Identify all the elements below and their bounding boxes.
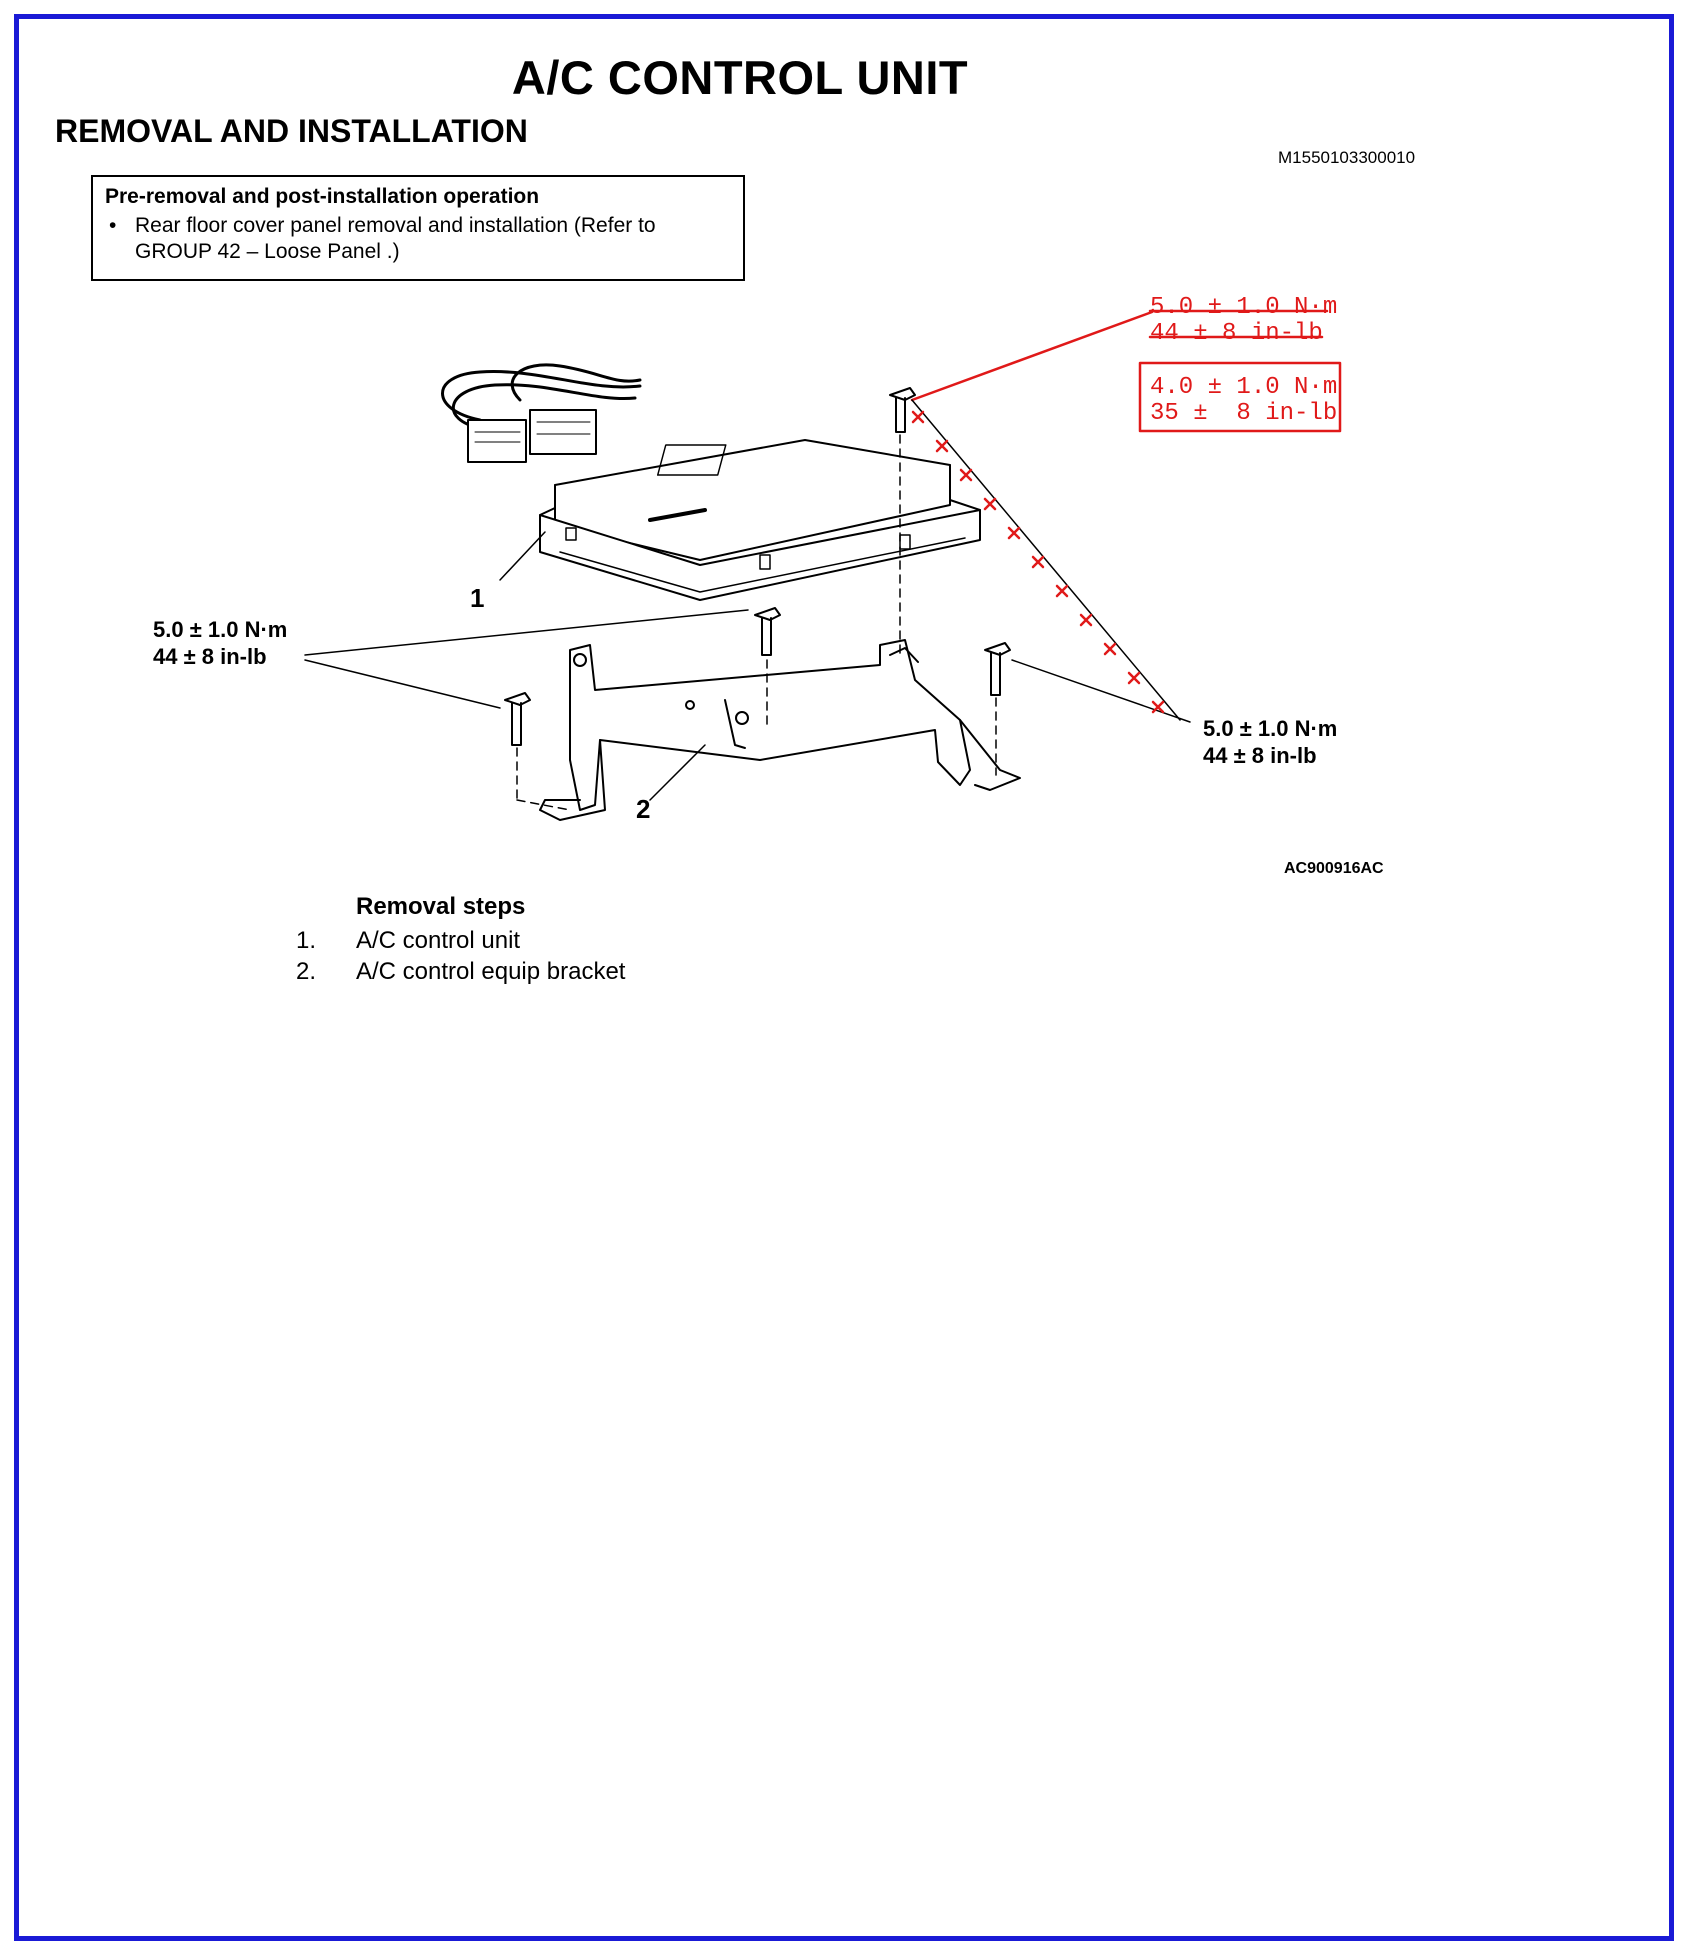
left-torque-nm: 5.0 ± 1.0 N·m: [153, 617, 288, 642]
step-label: A/C control equip bracket: [356, 958, 626, 985]
step-label: A/C control unit: [356, 927, 521, 954]
corrected-torque-nm: 4.0 ± 1.0 N·m: [1150, 374, 1338, 401]
right-torque-inlb: 44 ± 8 in-lb: [1203, 743, 1317, 768]
removal-steps: [296, 893, 625, 987]
section-title: REMOVAL AND INSTALLATION: [55, 113, 528, 149]
figure-id: AC900916AC: [1284, 860, 1384, 877]
left-torque-inlb: 44 ± 8 in-lb: [153, 644, 267, 669]
callout-2: 2: [636, 794, 651, 824]
bracket-drawing: [540, 640, 1020, 820]
struck-torque-nm: 5.0 ± 1.0 N·m: [1150, 294, 1338, 321]
page-title: A/C CONTROL UNIT: [511, 51, 969, 104]
removal-step: [296, 925, 625, 956]
exploded-diagram: [0, 0, 1689, 900]
control-unit-drawing: [540, 440, 980, 600]
corrected-torque-inlb: 35 ± 8 in-lb: [1150, 400, 1338, 427]
step-number: 2.: [296, 958, 317, 985]
removal-step: [296, 956, 625, 987]
pre-removal-item: • Rear floor cover panel removal and installation (Refer to GROUP 42 – Loose Panel .): [105, 213, 731, 264]
removal-steps-title: Removal steps: [356, 893, 526, 920]
step-number: 1.: [296, 927, 317, 954]
document-id: M1550103300010: [1278, 148, 1416, 167]
struck-torque-inlb: 44 ± 8 in-lb: [1150, 320, 1323, 347]
pre-removal-title: Pre-removal and post-installation operation: [105, 185, 540, 208]
wiring-harness-drawing: [443, 365, 641, 462]
right-torque-nm: 5.0 ± 1.0 N·m: [1203, 716, 1338, 741]
callout-1: 1: [470, 583, 485, 613]
